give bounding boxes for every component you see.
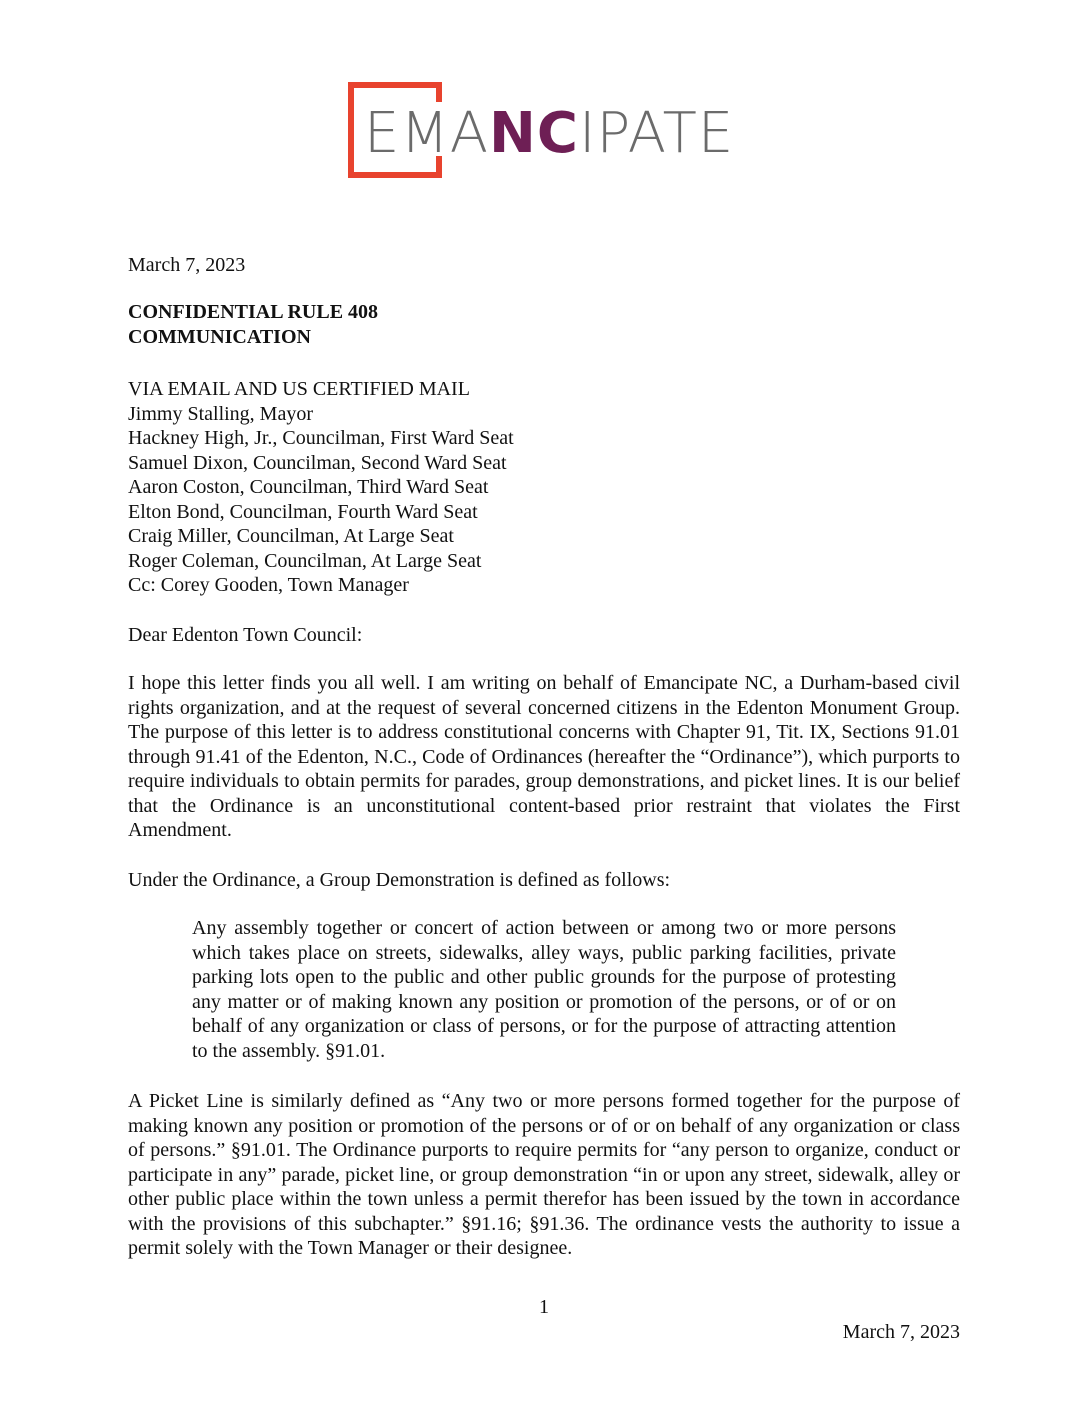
recipient-line: Samuel Dixon, Councilman, Second Ward Seat: [128, 451, 507, 474]
footer-date: March 7, 2023: [842, 1321, 960, 1343]
delivery-method: VIA EMAIL AND US CERTIFIED MAIL: [128, 378, 470, 400]
body-paragraph-2: Under the Ordinance, a Group Demonstration is defined as follows:: [128, 869, 671, 891]
recipient-line: Hackney High, Jr., Councilman, First Ward Seat: [128, 427, 514, 449]
confidential-heading: [128, 300, 960, 349]
cc-line: Cc: Corey Gooden, Town Manager: [128, 574, 409, 596]
body-paragraph-1: I hope this letter finds you all well. I am writing on behalf of Emancipate NC, a Durham-based civil rights organization, and at the request of several concerned citizens in the Edenton Monument Group. The purpose of this letter is to address constitutional concerns with Chapter 91, Tit. IX, Sections 91.01 through 91.41 of the Edenton, N.C., Code of Ordinances (hereafter the “Ordinance”), which purports to require individuals to obtain permits for parades, group demonstrations, and picket lines. It is our belief that the Ordinance is an unconstitutional content-based prior restraint that violates the First Amendment.: [128, 672, 960, 841]
confidential-heading-line1: CONFIDENTIAL RULE 408: [128, 301, 379, 323]
recipient-line: Jimmy Stalling, Mayor: [128, 402, 313, 425]
salutation: Dear Edenton Town Council:: [128, 624, 363, 646]
confidential-heading-line2: COMMUNICATION: [128, 325, 311, 348]
recipient-line: Roger Coleman, Councilman, At Large Seat: [128, 549, 482, 572]
logo-wordmark-tail: IPATE: [578, 101, 735, 166]
emancipate-nc-logo: [348, 82, 740, 184]
page-number: 1: [539, 1296, 549, 1318]
letter-date: March 7, 2023: [128, 254, 246, 276]
recipient-line: Craig Miller, Councilman, At Large Seat: [128, 525, 454, 547]
recipient-line: Elton Bond, Councilman, Fourth Ward Seat: [128, 500, 478, 523]
body-paragraph-3: A Picket Line is similarly defined as “Any two or more persons formed together for the purpose of making known any position or promotion of the persons or of or on behalf of any organization or class of persons.” §91.01. The Ordinance purports to require permits for “any person to organize, conduct or participate in any” parade, picket line, or group demonstration “in or upon any street, sidewalk, alley or other public place within the town unless a permit therefor has been issued by the town in accordance with the provisions of this subchapter.” §91.16; §91.36. The ordinance vests the authority to issue a permit solely with the Town Manager or their designee.: [128, 1090, 960, 1259]
logo-wordmark-lead: EMA: [364, 101, 490, 166]
logo-wordmark-highlight: NC: [489, 101, 579, 166]
logo-wordmark: [364, 101, 735, 166]
recipient-line: Aaron Coston, Councilman, Third Ward Seat: [128, 476, 489, 498]
ordinance-block-quote: Any assembly together or concert of action between or among two or more persons which takes place on streets, sidewalks, alley ways, public parking facilities, private parking lots open to the public and other public grounds for the purpose of protesting any matter or of making known any position or promotion of the persons, or of or on behalf of any organization or class of persons, or for the purpose of attracting attention to the assembly. §91.01.: [192, 917, 896, 1062]
address-block: [128, 377, 960, 598]
